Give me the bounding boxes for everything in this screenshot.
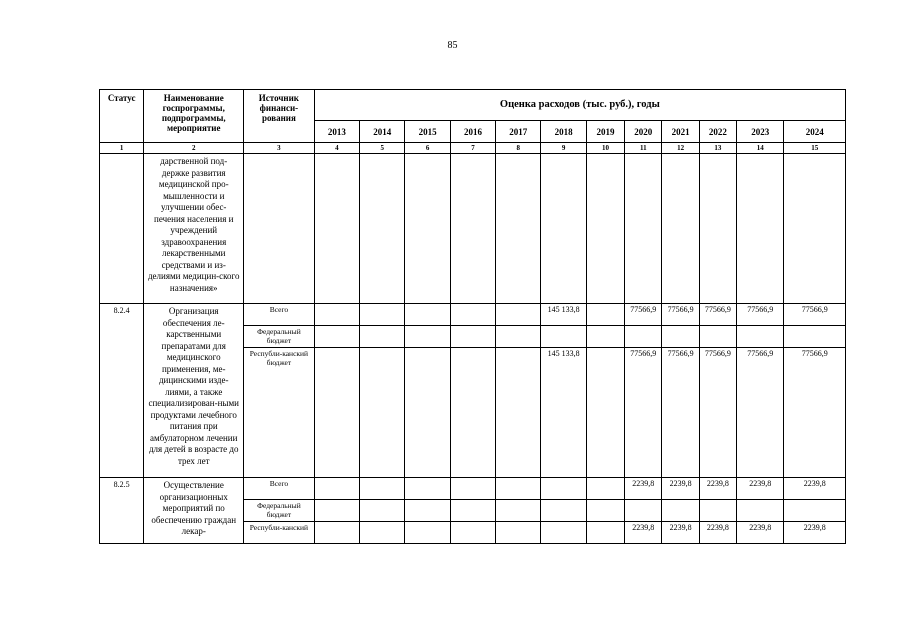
column-number: 2 xyxy=(144,143,244,154)
value-cell xyxy=(496,500,541,522)
value-cell xyxy=(699,326,736,348)
value-cell xyxy=(314,326,359,348)
column-number: 1 xyxy=(100,143,144,154)
column-number: 13 xyxy=(699,143,736,154)
column-number: 8 xyxy=(496,143,541,154)
header-year-2020: 2020 xyxy=(625,121,662,143)
value-cell xyxy=(405,326,450,348)
page-number: 85 xyxy=(447,40,458,51)
value-cell xyxy=(541,478,586,500)
value-cell xyxy=(450,522,495,544)
value-cell xyxy=(450,500,495,522)
continuation-row xyxy=(100,154,846,304)
value-cell: 77566,9 xyxy=(625,304,662,326)
value-cell: 77566,9 xyxy=(784,304,846,326)
value-cell xyxy=(496,348,541,478)
column-number: 6 xyxy=(405,143,450,154)
value-cell xyxy=(586,304,624,326)
column-number: 5 xyxy=(360,143,405,154)
row-source: Республи-канский бюджет xyxy=(244,348,315,478)
value-cell: 2239,8 xyxy=(662,478,699,500)
value-cell xyxy=(699,500,736,522)
row-status: 8.2.4 xyxy=(100,304,144,478)
value-cell: 77566,9 xyxy=(737,348,784,478)
value-cell xyxy=(360,326,405,348)
value-cell xyxy=(737,500,784,522)
column-number: 11 xyxy=(625,143,662,154)
value-cell xyxy=(586,500,624,522)
header-year-2023: 2023 xyxy=(737,121,784,143)
value-cell: 2239,8 xyxy=(784,522,846,544)
column-number: 3 xyxy=(244,143,315,154)
value-cell xyxy=(450,304,495,326)
value-cell: 2239,8 xyxy=(699,478,736,500)
value-cell: 77566,9 xyxy=(784,348,846,478)
value-cell xyxy=(496,326,541,348)
value-cell xyxy=(586,326,624,348)
value-cell xyxy=(541,500,586,522)
value-cell: 77566,9 xyxy=(737,304,784,326)
value-cell: 145 133,8 xyxy=(541,304,586,326)
row-name: Осуществление организационных мероприятий по обеспечению граждан лекар- xyxy=(144,478,244,544)
value-cell: 77566,9 xyxy=(662,304,699,326)
value-cell xyxy=(496,478,541,500)
table-body xyxy=(100,143,846,544)
value-cell: 77566,9 xyxy=(699,348,736,478)
value-cell xyxy=(662,326,699,348)
table-row xyxy=(100,304,846,326)
value-cell: 77566,9 xyxy=(662,348,699,478)
column-number: 9 xyxy=(541,143,586,154)
value-cell xyxy=(625,326,662,348)
row-source: Всего xyxy=(244,304,315,326)
value-cell xyxy=(541,522,586,544)
header-year-2024: 2024 xyxy=(784,121,846,143)
value-cell xyxy=(360,522,405,544)
row-status: 8.2.5 xyxy=(100,478,144,544)
value-cell xyxy=(405,522,450,544)
header-year-2017: 2017 xyxy=(496,121,541,143)
value-cell xyxy=(314,522,359,544)
table-row xyxy=(100,478,846,500)
header-estimate: Оценка расходов (тыс. руб.), годы xyxy=(314,90,845,121)
value-cell xyxy=(314,478,359,500)
value-cell xyxy=(737,326,784,348)
header-year-2013: 2013 xyxy=(314,121,359,143)
value-cell xyxy=(405,500,450,522)
value-cell xyxy=(405,478,450,500)
row-source: Всего xyxy=(244,478,315,500)
continuation-name: дарственной под-держке развития медицинской про-мышленности и улучшении обес-печения населения и учреждений здравоохранения лекарственными средствами и из-делиями медицин-ского назначения» xyxy=(144,154,244,304)
row-source: Федеральный бюджет xyxy=(244,326,315,348)
header-year-2016: 2016 xyxy=(450,121,495,143)
value-cell xyxy=(496,522,541,544)
header-year-2022: 2022 xyxy=(699,121,736,143)
header-year-2019: 2019 xyxy=(586,121,624,143)
expenses-table xyxy=(99,89,846,544)
value-cell: 2239,8 xyxy=(662,522,699,544)
value-cell: 2239,8 xyxy=(737,478,784,500)
table-header xyxy=(100,90,846,143)
row-name: Организация обеспечения ле-карственными препаратами для медицинского применения, ме-дицинскими изде-лиями, а также специализирован-ными продуктами лечебного питания при амбулаторном лечении для детей в возрасте до трех лет xyxy=(144,304,244,478)
value-cell: 2239,8 xyxy=(784,478,846,500)
row-source: Республи-канский xyxy=(244,522,315,544)
value-cell xyxy=(405,304,450,326)
value-cell xyxy=(360,500,405,522)
value-cell xyxy=(662,500,699,522)
column-number: 15 xyxy=(784,143,846,154)
value-cell xyxy=(314,304,359,326)
value-cell xyxy=(586,348,624,478)
value-cell xyxy=(586,522,624,544)
header-year-2014: 2014 xyxy=(360,121,405,143)
header-name: Наименование госпрограммы, подпрограммы, мероприятие xyxy=(144,90,244,143)
column-number: 12 xyxy=(662,143,699,154)
header-status: Статус xyxy=(100,90,144,143)
value-cell xyxy=(625,500,662,522)
value-cell: 77566,9 xyxy=(625,348,662,478)
value-cell xyxy=(360,478,405,500)
value-cell xyxy=(360,348,405,478)
value-cell: 77566,9 xyxy=(699,304,736,326)
value-cell: 2239,8 xyxy=(625,522,662,544)
value-cell: 2239,8 xyxy=(737,522,784,544)
value-cell xyxy=(360,304,405,326)
column-number: 7 xyxy=(450,143,495,154)
value-cell xyxy=(784,500,846,522)
continuation-status-cell xyxy=(100,154,144,304)
value-cell xyxy=(314,500,359,522)
value-cell: 2239,8 xyxy=(699,522,736,544)
value-cell: 2239,8 xyxy=(625,478,662,500)
value-cell xyxy=(784,326,846,348)
column-number: 4 xyxy=(314,143,359,154)
value-cell xyxy=(450,348,495,478)
column-number: 10 xyxy=(586,143,624,154)
value-cell xyxy=(496,304,541,326)
column-numbers-row xyxy=(100,143,846,154)
value-cell: 145 133,8 xyxy=(541,348,586,478)
row-source: Федеральный бюджет xyxy=(244,500,315,522)
header-year-2021: 2021 xyxy=(662,121,699,143)
header-year-2018: 2018 xyxy=(541,121,586,143)
value-cell xyxy=(314,348,359,478)
value-cell xyxy=(450,478,495,500)
header-year-2015: 2015 xyxy=(405,121,450,143)
value-cell xyxy=(450,326,495,348)
value-cell xyxy=(541,326,586,348)
header-source: Источник финанси-рования xyxy=(244,90,315,143)
value-cell xyxy=(405,348,450,478)
value-cell xyxy=(586,478,624,500)
column-number: 14 xyxy=(737,143,784,154)
